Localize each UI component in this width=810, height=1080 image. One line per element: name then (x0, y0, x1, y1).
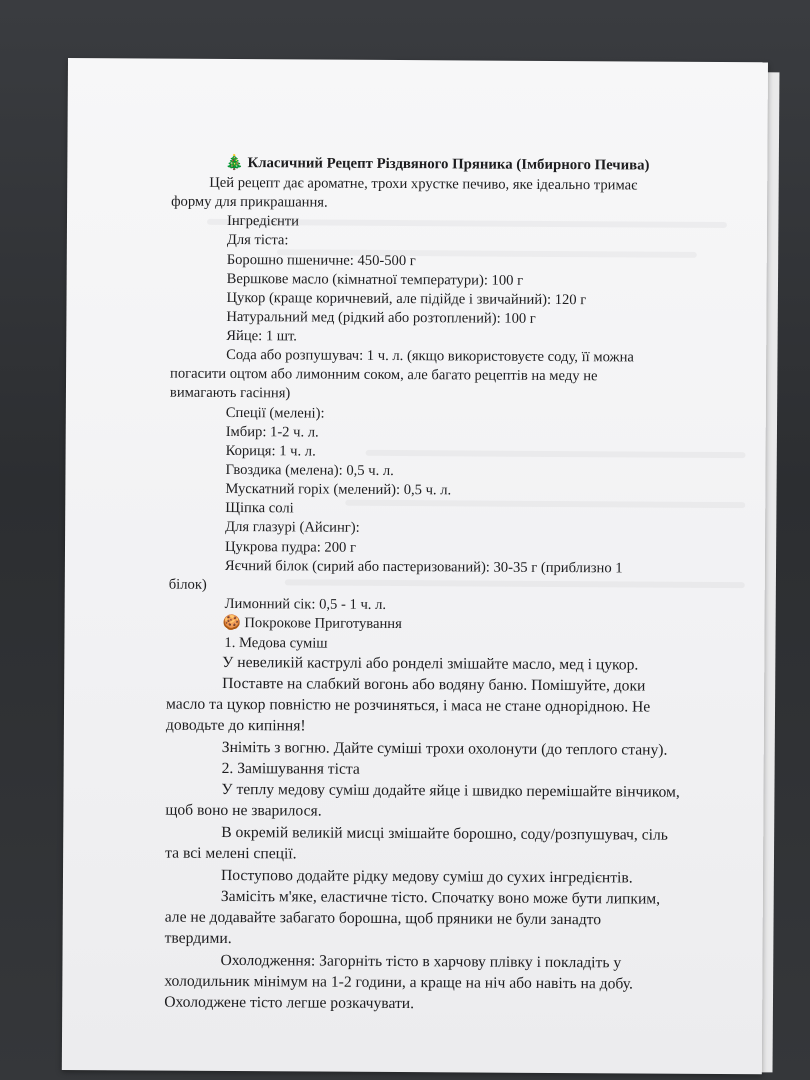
paper-sheet (62, 58, 768, 1074)
christmas-tree-icon: 🎄 (225, 154, 244, 172)
steps-heading (222, 614, 401, 633)
ingredient-item: Цукрова пудра: 200 г (224, 538, 357, 556)
ingredient-item: Мускатний горіх (мелений): 0,5 ч. л. (225, 480, 452, 499)
ingredient-item: Лимонний сік: 0,5 - 1 ч. л. (224, 595, 387, 613)
step-text: Охолоджене тісто легше розкачувати. (164, 993, 415, 1013)
step-text: щоб воно не зварилося. (165, 801, 322, 820)
step-text: Зніміть з вогню. Дайте суміші трохи охолонути (до теплого стану). (221, 738, 668, 759)
ingredient-item: погасити оцтом або лимонним соком, але багато рецептів на меду не (170, 365, 598, 385)
intro-line: Цей рецепт дає ароматне, трохи хрустке печиво, яке ідеально тримає (209, 174, 638, 194)
steps-heading-text: Покрокове Приготування (244, 615, 402, 633)
step-text: Охолодження: Загорніть тісто в харчову плівку і покладіть у (220, 951, 622, 972)
step-text: твердими. (164, 929, 232, 948)
title-text: Класичний Рецепт Різдвяного Пряника (Імбирного Печива) (247, 155, 650, 174)
ingredient-item: Щіпка солі (225, 499, 294, 517)
ingredient-item: Яйце: 1 шт. (226, 327, 298, 345)
ingredient-item: Борошно пшеничне: 450-500 г (226, 251, 416, 270)
spices-heading: Спеції (мелені): (225, 404, 325, 422)
ingredient-item: Натуральний мед (рідкий або розтоплений): 100 г (226, 308, 536, 327)
ingredient-item: Імбир: 1-2 ч. л. (225, 423, 319, 441)
dough-heading: Для тіста: (226, 231, 289, 249)
step-text: У невеликій каструлі або ронделі змішайте масло, мед і цукор. (222, 653, 639, 674)
ingredient-item: Вершкове масло (кімнатної температури): 100 г (226, 270, 524, 289)
step-text: В окремій великій мисці змішайте борошно, соду/розпушувач, сіль (221, 823, 668, 844)
ingredient-item: Кориця: 1 ч. л. (225, 442, 316, 460)
step-text: Поставте на слабкий вогонь або водяну баню. Помішуйте, доки (222, 674, 646, 695)
ingredients-heading: Інгредієнти (226, 212, 300, 230)
step-text: Замісіть м'яке, еластичне тісто. Спочатку воно може бути липким, (220, 887, 661, 908)
ingredient-item: вимагають гасіння) (169, 384, 291, 402)
icing-heading: Для глазурі (Айсинг): (225, 518, 360, 536)
step-text: Поступово додайте рідку медову суміш до сухих інгредієнтів. (220, 866, 633, 887)
step-text: У теплу медову суміш додайте яйце і швидко перемішайте вінчиком, (221, 780, 680, 801)
ingredient-item: Гвоздика (мелена): 0,5 ч. л. (225, 461, 394, 479)
step-text: але не додавайте забагато борошна, щоб пряники не були занадто (164, 908, 602, 929)
ingredient-item: Сода або розпушувач: 1 ч. л. (якщо використовуєте соду, її можна (226, 346, 634, 366)
intro-line: форму для прикрашання. (171, 193, 328, 211)
cookie-icon: 🍪 (222, 614, 241, 632)
ingredient-item: білок) (168, 576, 207, 593)
ingredient-item: Цукор (краще коричневий, але підійде і звичайний): 120 г (226, 289, 587, 309)
step-text: та всі мелені спеції. (165, 844, 297, 863)
step-text: масло та цукор повністю не розчиняться, і маса не стане однорідною. Не (166, 695, 651, 716)
document-text (62, 58, 768, 1074)
ingredient-item: Яєчний білок (сирий або пастеризований): 30-35 г (приблизно 1 (224, 557, 623, 577)
step-text: доводьте до кипіння! (165, 716, 306, 735)
step1-heading: 1. Медова суміш (224, 634, 328, 652)
step-text: холодильник мінімум на 1-2 години, а краще на ніч або навіть на добу. (164, 972, 633, 993)
document-title (225, 154, 649, 175)
step2-heading: 2. Замішування тіста (221, 759, 360, 778)
